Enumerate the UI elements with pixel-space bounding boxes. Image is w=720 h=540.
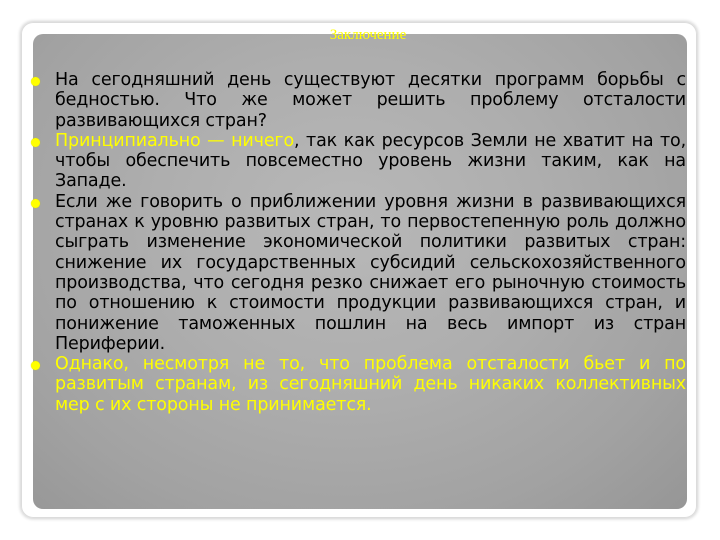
bullet-item	[30, 70, 686, 131]
bullet-highlight: Принципиально — ничего	[55, 130, 295, 151]
bullet-text: Если же говорить о приближении уровня жизни в развивающихся странах к уровню развитых стран, то первостепенную роль должно сыграть изменение экономической политики развитых стран: снижение их государственных субсидий сельскохозяйственного производства, что сегодня резко снижает его рыночную стоимость по отношению к стоимости продукции развивающихся стран, и понижение таможенных пошлин на весь импорт из стран Периферии.	[55, 191, 686, 354]
bullet-text: На сегодняшний день существуют десятки программ борьбы с бедностью. Что же может решить проблему отсталости развивающихся стран?	[55, 70, 686, 131]
bullet-dot-icon	[31, 361, 40, 370]
bullet-dot-icon	[31, 199, 40, 208]
bullet-list	[30, 70, 686, 415]
bullet-dot-icon	[31, 138, 40, 147]
bullet-text: , так как ресурсов Земли не хватит на то, чтобы обеспечить повсеместно уровень жизни таким, как на Западе.	[55, 130, 686, 192]
bullet-item	[30, 192, 686, 354]
bullet-dot-icon	[31, 77, 40, 86]
bullet-highlight: Однако, несмотря не то, что проблема отсталости бьет и по развитым странам, из сегодняшний день никаких коллективных мер с их стороны не принимается.	[55, 354, 686, 415]
bullet-item	[30, 131, 686, 192]
slide-title: Заключение	[329, 27, 407, 43]
bullet-item	[30, 354, 686, 415]
